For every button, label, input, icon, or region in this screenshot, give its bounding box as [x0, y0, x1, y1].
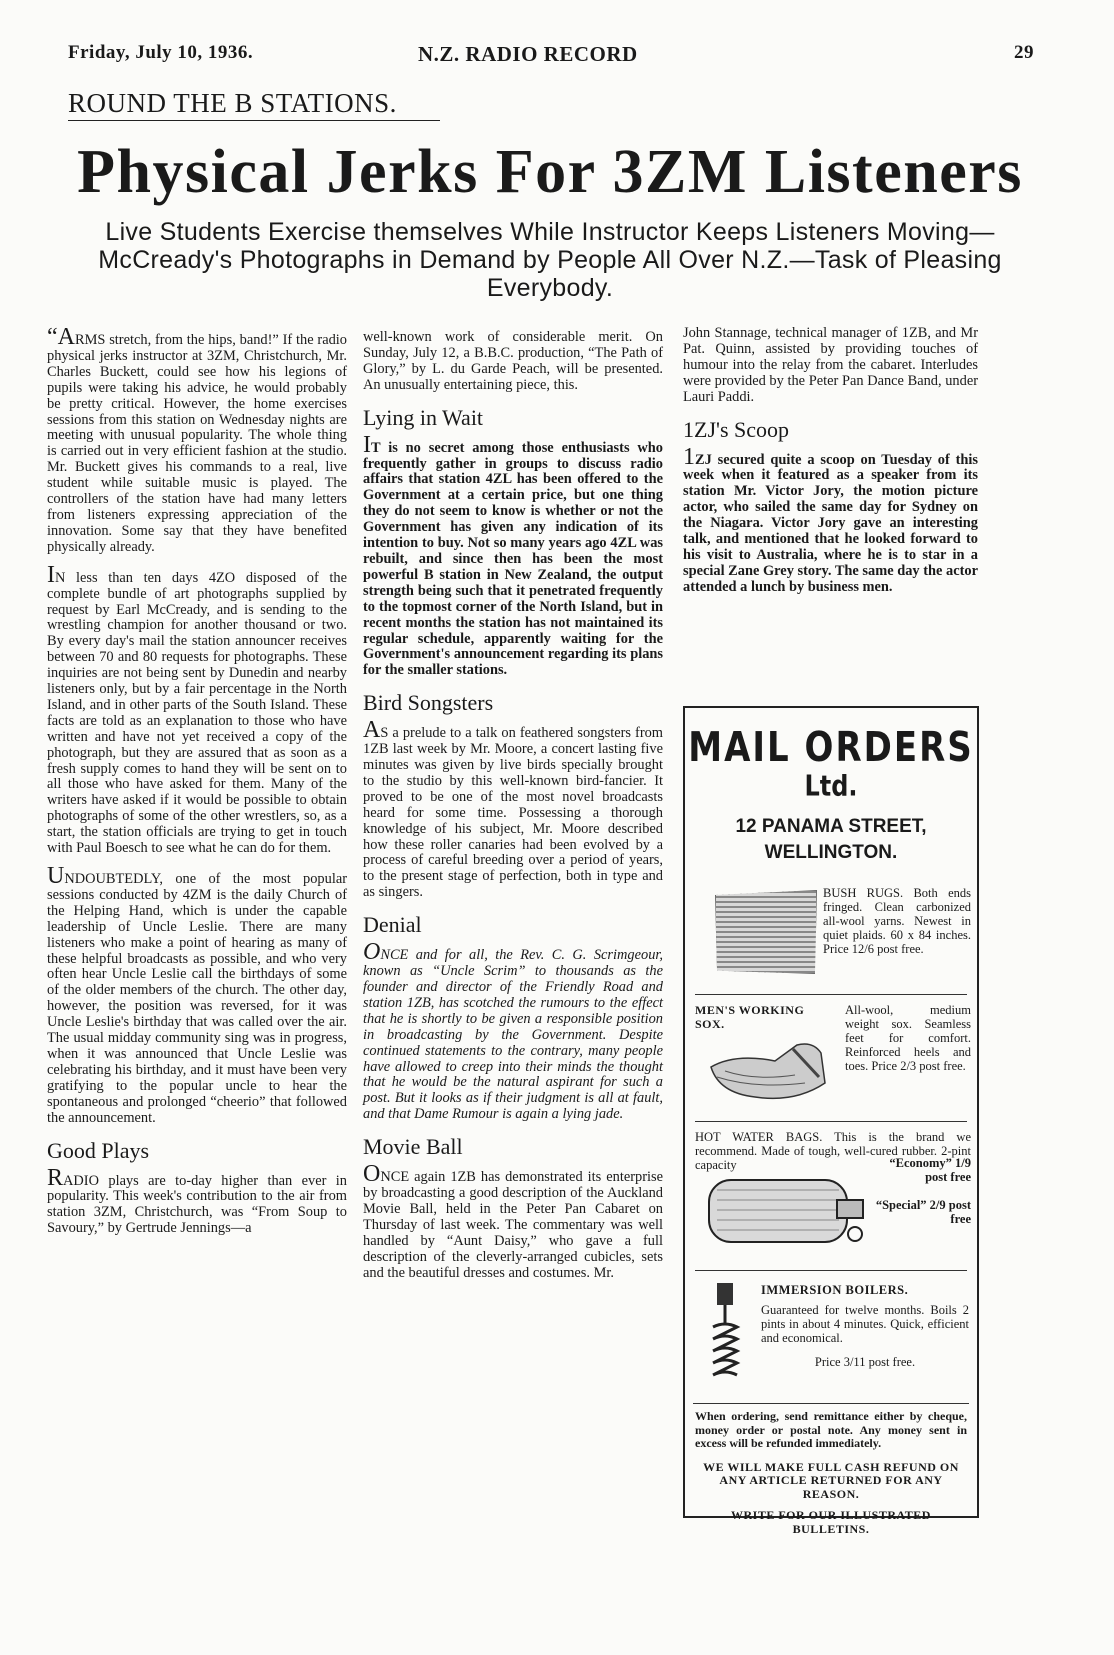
ad-item-bush-rugs: [685, 876, 977, 994]
mail-orders-advertisement: [683, 706, 979, 1536]
paragraph-text: RMS stretch, from the hips, band!” If the radio physical jerks instructor at 3ZM, Christchurch, Mr. Charles Buckett, could see how his legions of pupils were taking his advice, he would probably be pretty critical. However, the home exercises sessions from this station on Wednesday nights are meeting with unusual popularity. The whole thing is carried out in very efficient fashion at the studio. Mr. Buckett gives his commands to a real, live student while suitable music is played. The controllers of the station have had many letters from listeners expressing appreciation of the innovation. Some say that they have benefited physically already.: [47, 332, 347, 555]
order-note: When ordering, send remittance either by cheque, money order or postal note. Any money sent in excess will be refunded immediately.: [695, 1409, 967, 1450]
article-paragraph: well-known work of considerable merit. On Sunday, July 12, a B.B.C. production, “The Path of Glory,” by L. du Garde Peach, will be presented. An unusually entertaining piece, this.: [363, 329, 663, 393]
paragraph-text: N less than ten days 4ZO disposed of the complete bundle of art photographs supplied by request by Earl McCready, and is sending to the wrestling champion for another thousand or two. By every day's mail the station announcer receives between 70 and 80 requests for photographs. These inquiries are not being sent by Dunedin and nearby listeners only, but by a fair percentage in the North Island, and in other parts of the South Island. These facts are told as an explanation to those who have written and have not yet received a copy of the photograph, but they are assured that as soon as a fresh supply comes to hand they will be sent on to all those who have asked for them. Many of the writers have asked if it would be possible to obtain photographs of some of the other wrestlers, so, as a start, the station officials are trying to get in touch with Paul Boesch to see what he can do for them.: [47, 569, 347, 857]
article-paragraph: [683, 443, 978, 596]
sox-illustration: [705, 1037, 835, 1107]
article-paragraph: [47, 863, 347, 1127]
paragraph-text: NCE and for all, the Rev. C. G. Scrimgeour, known as “Uncle Scrim” to thousands as the founder and director of the Friendly Road and station 1ZB, has scotched the rumours to the effect that he is shortly to be given a responsible position in broadcasting by the Government. Despite continued statements to the contrary, many people have allowed to creep into their minds the thought that he would be the natural aspirant for such a post. But it looks as if their judgment is all at fault, and that Dame Rumour is again a lying jade.: [363, 947, 663, 1123]
bags-prices: [875, 1156, 971, 1226]
bags-price-economy: “Economy” 1/9 post free: [889, 1156, 971, 1184]
boiler-heading: IMMERSION BOILERS.: [761, 1283, 909, 1297]
subheading-lying-in-wait: Lying in Wait: [363, 404, 484, 430]
bags-price-special: “Special” 2/9 post free: [875, 1198, 971, 1226]
sox-description: All-wool, medium weight sox. Seamless feet for comfort. Reinforced heels and toes. Price 2/3 post free.: [845, 1003, 971, 1073]
article-paragraph: [47, 324, 347, 556]
boiler-description: [761, 1283, 969, 1369]
article-paragraph: [363, 431, 663, 680]
drop-cap: I: [363, 431, 371, 458]
ad-item-immersion-boilers: [685, 1271, 977, 1403]
bags-description: HOT WATER BAGS. This is the brand we recommend. Made of tough, well-cured rubber. 2-pint capacity: [695, 1130, 971, 1172]
column-2: [363, 330, 663, 1294]
page-number: 29: [1014, 42, 1034, 63]
ad-address-line: 12 PANAMA STREET,: [735, 816, 927, 837]
article-paragraph: [363, 1161, 663, 1281]
drop-cap: I: [47, 561, 55, 588]
paragraph-text: NDOUBTEDLY, one of the most popular sessions conducted by 4ZM is the daily Church of the Helping Hand, which is under the capable leadership of Uncle Leslie. There are many listeners who make a point of hearing as many of these helpful broadcasts as possible, and who very often hear Uncle Leslie call the birthdays of some of the older members of the church. The other day, however, the position was reversed, for it was Uncle Leslie's birthday that was called over the air. The usual midday community sing was in progress, when it was announced that Uncle Leslie was celebrating his birthday, and it must have been very gratifying to the popular uncle to hear the spontaneous and prolonged “cheerio” that followed the announcement.: [47, 871, 347, 1126]
sox-heading: MEN'S WORKING SOX.: [695, 1003, 805, 1031]
paragraph-text: NCE again 1ZB has demonstrated its enterprise by broadcasting a good description of the Auckland Movie Ball, held in the Peter Pan Cabaret on Thursday of last week. The commentary was well handled by “Aunt Daisy,” who gave a full description of the cleverly-arranged cubicles, sets and the beautiful dresses and costumes. Mr.: [363, 1169, 663, 1281]
drop-cap: U: [47, 863, 65, 889]
rug-illustration: [715, 890, 817, 974]
publication-name: N.Z. RADIO RECORD: [418, 42, 638, 66]
ad-address-line: WELLINGTON.: [764, 842, 898, 863]
article-paragraph: [47, 1164, 347, 1238]
drop-cap: R: [47, 1164, 64, 1191]
issue-date: Friday, July 10, 1936.: [68, 42, 254, 63]
ad-address: [685, 814, 977, 866]
immersion-boiler-illustration: [703, 1281, 749, 1393]
subheading-movie-ball: Movie Ball: [363, 1134, 463, 1160]
drop-cap: “A: [47, 324, 75, 350]
bulletin-request: WRITE FOR OUR ILLUSTRATED BULLETINS.: [731, 1508, 931, 1536]
section-underline: [68, 120, 440, 121]
subheading-denial: Denial: [363, 912, 422, 938]
subheading-1zj-scoop: 1ZJ's Scoop: [683, 416, 790, 442]
subheading-bird-songsters: Bird Songsters: [363, 690, 494, 716]
ad-item-hot-water-bags: [685, 1122, 977, 1270]
ad-title: MAIL ORDERS: [688, 724, 974, 772]
refund-guarantee: WE WILL MAKE FULL CASH REFUND ON ANY ARTICLE RETURNED FOR ANY REASON.: [703, 1459, 959, 1501]
subheading-good-plays: Good Plays: [47, 1137, 150, 1163]
paragraph-text: ZJ secured quite a scoop on Tuesday of this week when it featured as a speaker from its station Mr. Victor Jory, the motion picture actor, who sailed the same day for Sydney on the Niagara. Victor Jory gave an interesting talk, and mentioned that he looked forward to his visit to Australia, where he is to star in a special Zane Grey story. The same day the actor attended a lunch by business men.: [683, 451, 978, 595]
drop-cap: 1: [683, 443, 695, 470]
boiler-text: Guaranteed for twelve months. Boils 2 pints in about 4 minutes. Quick, efficient and economical.: [761, 1303, 969, 1345]
drop-cap: O: [363, 1161, 381, 1188]
paragraph-text: S a prelude to a talk on feathered songsters from 1ZB last week by Mr. Moore, a concert lasting five minutes was given by live birds specially brought to the studio by this well-known bird-fancier. It proved to be one of the most novel broadcasts heard for some time. Possessing a thorough knowledge of his subject, Mr. Moore described how these roller canaries had been evolved by a process of careful breeding over a period of years, to the present stage of perfection, both in type and as singers.: [363, 725, 663, 901]
ad-ltd: Ltd.: [804, 769, 858, 803]
article-paragraph: [363, 939, 663, 1123]
drop-cap: A: [363, 717, 381, 744]
boiler-price: Price 3/11 post free.: [814, 1355, 916, 1369]
ad-item-working-sox: [685, 995, 977, 1121]
paragraph-text: ADIO plays are to-day higher than ever in popularity. This week's contribution to the air from station 3ZM, Christchurch, was “From Soup to Savoury,” by Gertrude Jennings—a: [47, 1172, 347, 1237]
deck-subheadline: Live Students Exercise themselves While Instructor Keeps Listeners Moving—McCready's Photographs in Demand by People All Over N.Z.—Task of Pleasing Everybody.: [98, 218, 1002, 302]
column-1: [47, 324, 347, 1249]
drop-cap: O: [363, 939, 381, 966]
article-paragraph: [363, 717, 663, 901]
headline: Physical Jerks For 3ZM Listeners: [77, 138, 1023, 206]
rug-description: BUSH RUGS. Both ends fringed. Clean carbonized all-wool yarns. Newest in quiet plaids. 60 x 84 inches. Price 12/6 post free.: [823, 886, 971, 956]
page-header: [68, 42, 1034, 72]
column-3: [683, 326, 978, 608]
article-paragraph: [47, 561, 347, 857]
article-paragraph: John Stannage, technical manager of 1ZB, and Mr Pat. Quinn, assisted by providing touches of humour into the relay from the cabaret. Interludes were provided by the Peter Pan Dance Band, under Lauri Paddi.: [683, 325, 978, 405]
section-label: ROUND THE B STATIONS.: [68, 88, 397, 118]
paragraph-text: T is no secret among those enthusiasts who frequently gather in groups to discuss radio affairs that station 4ZL has been offered to the Government at a certain price, but one thing they do not seem to know is whether or not the Government has given any indication of its intention to buy. Not so many years ago 4ZL was rebuilt, and since then has been the most powerful B station in New Zealand, the output strength being such that it penetrated frequently to the topmost corner of the North Island, but in recent months the station has not maintained its regular schedule, apparently waiting for the Government's announcement regarding its plans for the smaller stations.: [363, 439, 663, 679]
hot-water-bag-illustration: [699, 1160, 869, 1256]
ordering-instructions: [685, 1404, 977, 1542]
